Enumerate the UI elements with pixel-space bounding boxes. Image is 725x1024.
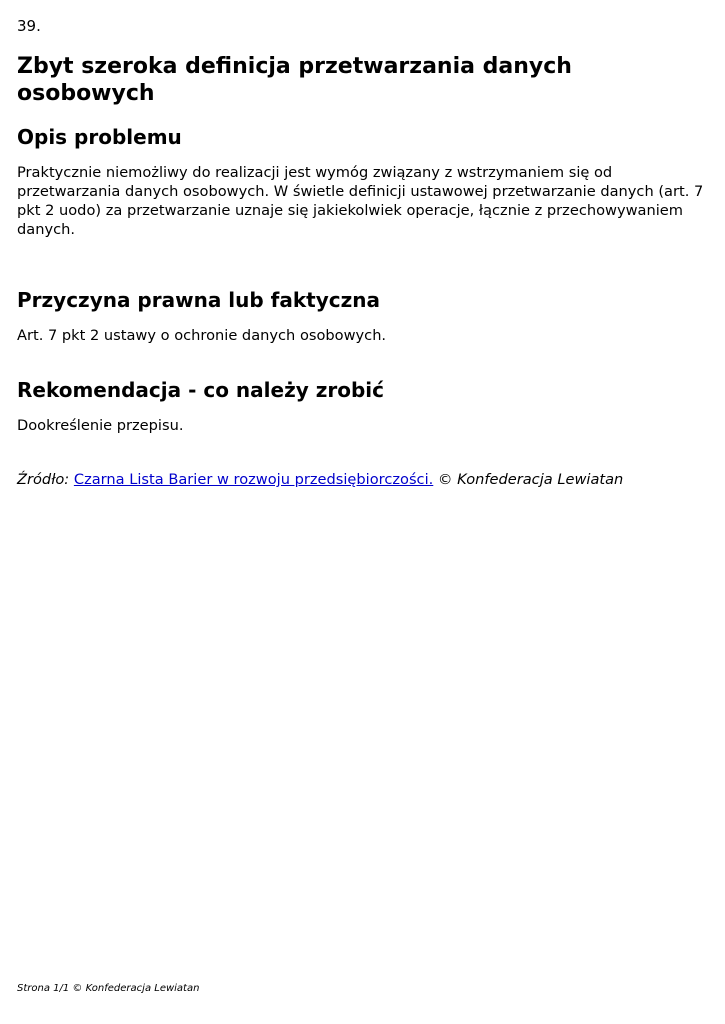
source-copyright: © Konfederacja Lewiatan bbox=[437, 471, 624, 488]
item-number: 39. bbox=[17, 17, 41, 35]
section-heading-problem-description: Opis problemu bbox=[17, 125, 182, 149]
source-line bbox=[17, 470, 623, 489]
source-label: Źródło: bbox=[17, 471, 70, 488]
source-link[interactable]: Czarna Lista Barier w rozwoju przedsiębiorczości. bbox=[73, 471, 434, 488]
section-body-legal-cause: Art. 7 pkt 2 ustawy o ochronie danych osobowych. bbox=[17, 327, 387, 344]
section-heading-recommendation: Rekomendacja - co należy zrobić bbox=[17, 378, 384, 402]
section-body-problem-description: Praktycznie niemożliwy do realizacji jest wymóg związany z wstrzymaniem się od przetwarzania danych osobowych. W świetle definicji ustawowej przetwarzanie danych (art. 7 pkt 2 uodo) za przetwarzanie uznaje się jakiekolwiek operacje, łącznie z przechowywaniem danych. bbox=[17, 164, 704, 238]
section-heading-legal-cause: Przyczyna prawna lub faktyczna bbox=[17, 288, 380, 312]
section-body-recommendation: Dookreślenie przepisu. bbox=[17, 417, 184, 434]
page-footer: Strona 1/1 © Konfederacja Lewiatan bbox=[17, 983, 200, 994]
page-title: Zbyt szeroka definicja przetwarzania danych osobowych bbox=[17, 54, 572, 106]
